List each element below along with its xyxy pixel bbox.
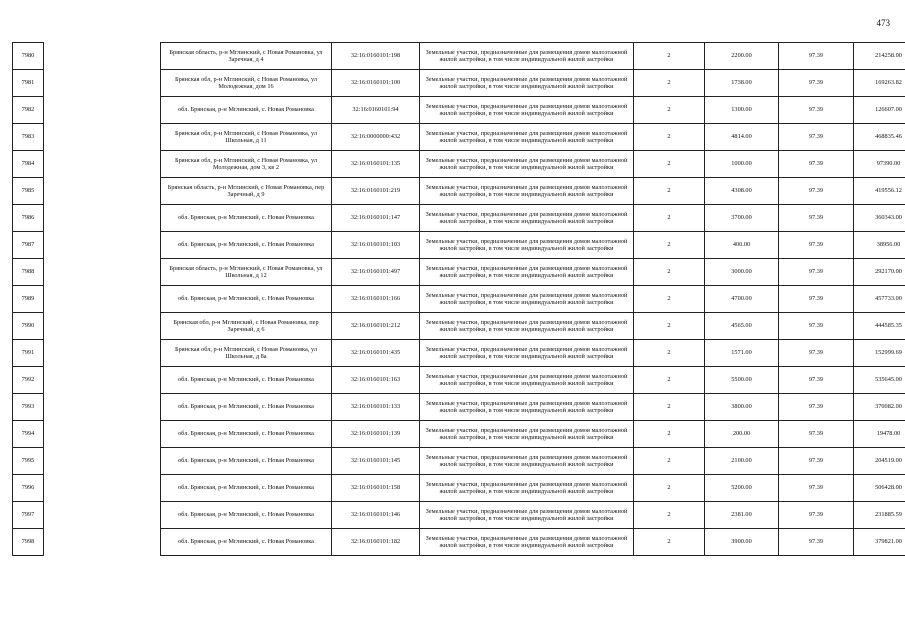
rate-cell: 97.39 — [779, 151, 854, 178]
permitted-use-cell: Земельные участки, предназначенные для размещения домов малоэтажной жилой застройки, в том числе индивидуальной жилой застройки — [420, 340, 634, 367]
table-row — [13, 232, 905, 259]
empty-gap-cell — [44, 502, 161, 529]
address-cell: обл. Брянская, р-н Мглинский, с. Новая Романовка — [161, 367, 332, 394]
rate-cell: 97.39 — [779, 232, 854, 259]
rate-cell: 97.39 — [779, 421, 854, 448]
rate-cell: 97.39 — [779, 502, 854, 529]
row-number-cell: 7996 — [13, 475, 44, 502]
area-cell: 4700.00 — [705, 286, 779, 313]
table-row — [13, 475, 905, 502]
rate-cell: 97.39 — [779, 205, 854, 232]
permitted-use-cell: Земельные участки, предназначенные для размещения домов малоэтажной жилой застройки, в том числе индивидуальной жилой застройки — [420, 448, 634, 475]
table-row — [13, 448, 905, 475]
row-number-cell: 7998 — [13, 529, 44, 556]
cadastral-value-cell: 152999.69 — [854, 340, 905, 367]
category-cell: 2 — [634, 367, 705, 394]
area-cell: 200.00 — [705, 421, 779, 448]
category-cell: 2 — [634, 313, 705, 340]
cadastral-value-cell: 444585.35 — [854, 313, 905, 340]
area-cell: 1738.00 — [705, 70, 779, 97]
permitted-use-cell: Земельные участки, предназначенные для размещения домов малоэтажной жилой застройки, в том числе индивидуальной жилой застройки — [420, 178, 634, 205]
empty-gap-cell — [44, 259, 161, 286]
cadastral-number-cell: 32:16:0160101:198 — [332, 43, 420, 70]
page-number: 473 — [876, 18, 890, 28]
cadastral-value-cell: 457733.00 — [854, 286, 905, 313]
rate-cell: 97.39 — [779, 340, 854, 367]
table-row — [13, 313, 905, 340]
empty-gap-cell — [44, 232, 161, 259]
address-cell: обл. Брянская, р-н Мглинский, с. Новая Романовка — [161, 286, 332, 313]
cadastral-number-cell: 32:16:0160101:103 — [332, 232, 420, 259]
category-cell: 2 — [634, 232, 705, 259]
address-cell: обл. Брянская, р-н Мглинский, с. Новая Романовка — [161, 475, 332, 502]
category-cell: 2 — [634, 421, 705, 448]
rate-cell: 97.39 — [779, 97, 854, 124]
rate-cell: 97.39 — [779, 313, 854, 340]
permitted-use-cell: Земельные участки, предназначенные для размещения домов малоэтажной жилой застройки, в том числе индивидуальной жилой застройки — [420, 259, 634, 286]
rate-cell: 97.39 — [779, 43, 854, 70]
cadastral-value-cell: 214258.00 — [854, 43, 905, 70]
rate-cell: 97.39 — [779, 475, 854, 502]
permitted-use-cell: Земельные участки, предназначенные для размещения домов малоэтажной жилой застройки, в том числе индивидуальной жилой застройки — [420, 97, 634, 124]
row-number-cell: 7993 — [13, 394, 44, 421]
cadastral-value-cell: 231885.59 — [854, 502, 905, 529]
row-number-cell: 7990 — [13, 313, 44, 340]
table-row — [13, 124, 905, 151]
table-row — [13, 259, 905, 286]
empty-gap-cell — [44, 97, 161, 124]
table-row — [13, 529, 905, 556]
cadastral-number-cell: 32:16:0160101:163 — [332, 367, 420, 394]
address-cell: обл. Брянская, р-н Мглинский, с. Новая Романовка — [161, 97, 332, 124]
table-body — [13, 43, 905, 556]
empty-gap-cell — [44, 421, 161, 448]
cadastral-value-cell: 419556.12 — [854, 178, 905, 205]
permitted-use-cell: Земельные участки, предназначенные для размещения домов малоэтажной жилой застройки, в том числе индивидуальной жилой застройки — [420, 313, 634, 340]
cadastral-number-cell: 32:16:0160101:182 — [332, 529, 420, 556]
address-cell: обл. Брянская, р-н Мглинский, с. Новая Романовка — [161, 448, 332, 475]
address-cell: обл. Брянская, р-н Мглинский, с. Новая Романовка — [161, 232, 332, 259]
address-cell: Брянская область, р-н Мглинский, с Новая Романовка, пер Заречный, д 9 — [161, 178, 332, 205]
permitted-use-cell: Земельные участки, предназначенные для размещения домов малоэтажной жилой застройки, в том числе индивидуальной жилой застройки — [420, 43, 634, 70]
permitted-use-cell: Земельные участки, предназначенные для размещения домов малоэтажной жилой застройки, в том числе индивидуальной жилой застройки — [420, 367, 634, 394]
cadastral-number-cell: 32:16:0160101:133 — [332, 394, 420, 421]
address-cell: Брянская обл, р-н Мглинский, с Новая Романовка, пер Заречный, д 6 — [161, 313, 332, 340]
permitted-use-cell: Земельные участки, предназначенные для размещения домов малоэтажной жилой застройки, в том числе индивидуальной жилой застройки — [420, 124, 634, 151]
category-cell: 2 — [634, 394, 705, 421]
category-cell: 2 — [634, 43, 705, 70]
rate-cell: 97.39 — [779, 529, 854, 556]
permitted-use-cell: Земельные участки, предназначенные для размещения домов малоэтажной жилой застройки, в том числе индивидуальной жилой застройки — [420, 232, 634, 259]
area-cell: 5200.00 — [705, 475, 779, 502]
cadastral-number-cell: 32:16:0160101:497 — [332, 259, 420, 286]
empty-gap-cell — [44, 448, 161, 475]
area-cell: 4814.00 — [705, 124, 779, 151]
empty-gap-cell — [44, 367, 161, 394]
row-number-cell: 7986 — [13, 205, 44, 232]
category-cell: 2 — [634, 259, 705, 286]
area-cell: 1571.00 — [705, 340, 779, 367]
empty-gap-cell — [44, 394, 161, 421]
category-cell: 2 — [634, 124, 705, 151]
rate-cell: 97.39 — [779, 259, 854, 286]
cadastral-value-cell: 468835.46 — [854, 124, 905, 151]
address-cell: Брянская обл, р-н Мглинский, с Новая Романовка, ул Молодежная, дом 3, кв 2 — [161, 151, 332, 178]
cadastral-number-cell: 32:16:0160101:146 — [332, 502, 420, 529]
row-number-cell: 7988 — [13, 259, 44, 286]
permitted-use-cell: Земельные участки, предназначенные для размещения домов малоэтажной жилой застройки, в том числе индивидуальной жилой застройки — [420, 421, 634, 448]
empty-gap-cell — [44, 205, 161, 232]
cadastral-number-cell: 32:16:0160101:100 — [332, 70, 420, 97]
empty-gap-cell — [44, 529, 161, 556]
row-number-cell: 7997 — [13, 502, 44, 529]
area-cell: 1000.00 — [705, 151, 779, 178]
area-cell: 2381.00 — [705, 502, 779, 529]
table-row — [13, 178, 905, 205]
category-cell: 2 — [634, 205, 705, 232]
cadastral-value-cell: 292170.00 — [854, 259, 905, 286]
table-row — [13, 340, 905, 367]
table-row — [13, 70, 905, 97]
address-cell: Брянская обл, р-н Мглинский, с Новая Романовка, ул Молодежная, дом 16 — [161, 70, 332, 97]
area-cell: 2200.00 — [705, 43, 779, 70]
row-number-cell: 7985 — [13, 178, 44, 205]
address-cell: Брянская область, р-н Мглинский, с Новая Романовка, ул Школьная, д 12 — [161, 259, 332, 286]
table-row — [13, 205, 905, 232]
area-cell: 3800.00 — [705, 394, 779, 421]
address-cell: Брянская обл, р-н Мглинский, с Новая Романовка, ул Школьная, д 8а — [161, 340, 332, 367]
permitted-use-cell: Земельные участки, предназначенные для размещения домов малоэтажной жилой застройки, в том числе индивидуальной жилой застройки — [420, 529, 634, 556]
category-cell: 2 — [634, 475, 705, 502]
address-cell: Брянская область, р-н Мглинский, с Новая Романовка, ул Заречная, д 4 — [161, 43, 332, 70]
row-number-cell: 7987 — [13, 232, 44, 259]
table-row — [13, 421, 905, 448]
cadastral-number-cell: 32:16:0160101:139 — [332, 421, 420, 448]
land-plot-table — [12, 42, 905, 556]
row-number-cell: 7989 — [13, 286, 44, 313]
row-number-cell: 7984 — [13, 151, 44, 178]
cadastral-number-cell: 32:16:0160101:145 — [332, 448, 420, 475]
address-cell: обл. Брянская, р-н Мглинский, с. Новая Романовка — [161, 502, 332, 529]
cadastral-value-cell: 169263.82 — [854, 70, 905, 97]
category-cell: 2 — [634, 151, 705, 178]
empty-gap-cell — [44, 286, 161, 313]
cadastral-value-cell: 360343.00 — [854, 205, 905, 232]
row-number-cell: 7980 — [13, 43, 44, 70]
cadastral-number-cell: 32:16:0160101:212 — [332, 313, 420, 340]
category-cell: 2 — [634, 502, 705, 529]
table-row — [13, 43, 905, 70]
category-cell: 2 — [634, 286, 705, 313]
cadastral-number-cell: 32:16:0160101:219 — [332, 178, 420, 205]
table-row — [13, 286, 905, 313]
rate-cell: 97.39 — [779, 70, 854, 97]
address-cell: Брянская обл, р-н Мглинский, с Новая Романовка, ул Школьная, д 11 — [161, 124, 332, 151]
row-number-cell: 7994 — [13, 421, 44, 448]
empty-gap-cell — [44, 340, 161, 367]
cadastral-number-cell: 32:16:0160101:135 — [332, 151, 420, 178]
rate-cell: 97.39 — [779, 394, 854, 421]
category-cell: 2 — [634, 97, 705, 124]
empty-gap-cell — [44, 70, 161, 97]
empty-gap-cell — [44, 178, 161, 205]
address-cell: обл. Брянская, р-н Мглинский, с. Новая Романовка — [161, 394, 332, 421]
area-cell: 2100.00 — [705, 448, 779, 475]
permitted-use-cell: Земельные участки, предназначенные для размещения домов малоэтажной жилой застройки, в том числе индивидуальной жилой застройки — [420, 502, 634, 529]
empty-gap-cell — [44, 124, 161, 151]
rate-cell: 97.39 — [779, 124, 854, 151]
table-row — [13, 151, 905, 178]
cadastral-value-cell: 370082.00 — [854, 394, 905, 421]
cadastral-value-cell: 126607.00 — [854, 97, 905, 124]
address-cell: обл. Брянская, р-н Мглинский, с. Новая Романовка — [161, 421, 332, 448]
area-cell: 3900.00 — [705, 529, 779, 556]
cadastral-number-cell: 32:16:0000000:432 — [332, 124, 420, 151]
empty-gap-cell — [44, 43, 161, 70]
rate-cell: 97.39 — [779, 448, 854, 475]
area-cell: 3700.00 — [705, 205, 779, 232]
cadastral-number-cell: 32:16:0160101:94 — [332, 97, 420, 124]
permitted-use-cell: Земельные участки, предназначенные для размещения домов малоэтажной жилой застройки, в том числе индивидуальной жилой застройки — [420, 151, 634, 178]
empty-gap-cell — [44, 475, 161, 502]
cadastral-value-cell: 535645.00 — [854, 367, 905, 394]
address-cell: обл. Брянская, р-н Мглинский, с. Новая Романовка — [161, 529, 332, 556]
area-cell: 4308.00 — [705, 178, 779, 205]
area-cell: 5500.00 — [705, 367, 779, 394]
table-row — [13, 394, 905, 421]
category-cell: 2 — [634, 178, 705, 205]
empty-gap-cell — [44, 313, 161, 340]
category-cell: 2 — [634, 448, 705, 475]
permitted-use-cell: Земельные участки, предназначенные для размещения домов малоэтажной жилой застройки, в том числе индивидуальной жилой застройки — [420, 394, 634, 421]
cadastral-value-cell: 19478.00 — [854, 421, 905, 448]
permitted-use-cell: Земельные участки, предназначенные для размещения домов малоэтажной жилой застройки, в том числе индивидуальной жилой застройки — [420, 205, 634, 232]
empty-gap-cell — [44, 151, 161, 178]
area-cell: 3000.00 — [705, 259, 779, 286]
category-cell: 2 — [634, 70, 705, 97]
rate-cell: 97.39 — [779, 178, 854, 205]
category-cell: 2 — [634, 340, 705, 367]
area-cell: 4565.00 — [705, 313, 779, 340]
cadastral-number-cell: 32:16:0160101:147 — [332, 205, 420, 232]
permitted-use-cell: Земельные участки, предназначенные для размещения домов малоэтажной жилой застройки, в том числе индивидуальной жилой застройки — [420, 286, 634, 313]
row-number-cell: 7995 — [13, 448, 44, 475]
cadastral-value-cell: 204519.00 — [854, 448, 905, 475]
row-number-cell: 7982 — [13, 97, 44, 124]
cadastral-value-cell: 506428.00 — [854, 475, 905, 502]
permitted-use-cell: Земельные участки, предназначенные для размещения домов малоэтажной жилой застройки, в том числе индивидуальной жилой застройки — [420, 475, 634, 502]
rate-cell: 97.39 — [779, 286, 854, 313]
cadastral-value-cell: 97390.00 — [854, 151, 905, 178]
area-cell: 400.00 — [705, 232, 779, 259]
table-row — [13, 97, 905, 124]
permitted-use-cell: Земельные участки, предназначенные для размещения домов малоэтажной жилой застройки, в том числе индивидуальной жилой застройки — [420, 70, 634, 97]
cadastral-number-cell: 32:16:0160101:158 — [332, 475, 420, 502]
row-number-cell: 7992 — [13, 367, 44, 394]
area-cell: 1300.00 — [705, 97, 779, 124]
cadastral-value-cell: 379821.00 — [854, 529, 905, 556]
cadastral-value-cell: 38956.00 — [854, 232, 905, 259]
table-row — [13, 502, 905, 529]
address-cell: обл. Брянская, р-н Мглинский, с. Новая Романовка — [161, 205, 332, 232]
category-cell: 2 — [634, 529, 705, 556]
row-number-cell: 7991 — [13, 340, 44, 367]
table-row — [13, 367, 905, 394]
row-number-cell: 7981 — [13, 70, 44, 97]
row-number-cell: 7983 — [13, 124, 44, 151]
rate-cell: 97.39 — [779, 367, 854, 394]
cadastral-number-cell: 32:16:0160101:166 — [332, 286, 420, 313]
cadastral-number-cell: 32:16:0160101:435 — [332, 340, 420, 367]
